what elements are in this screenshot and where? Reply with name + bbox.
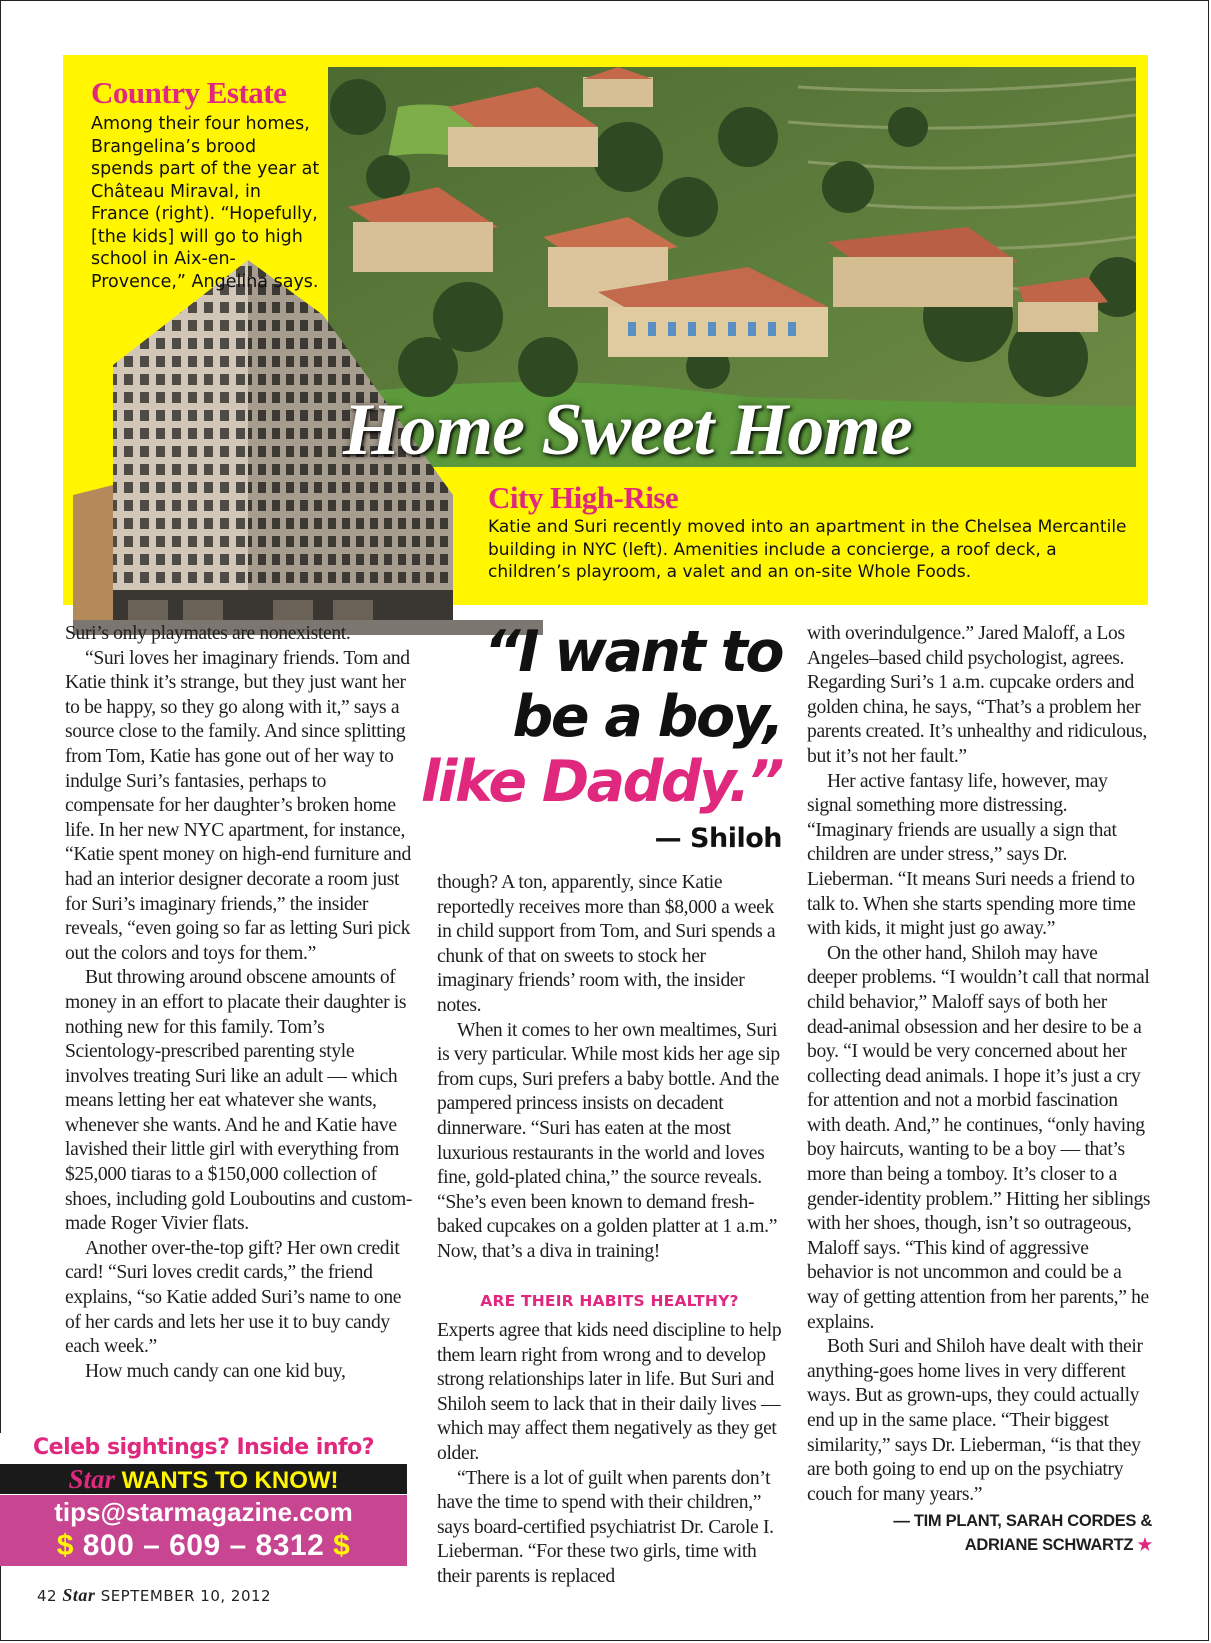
section-subhead: ARE THEIR HABITS HEALTHY? [480, 1291, 739, 1310]
article-paragraph: How much candy can one kid buy, [85, 1360, 346, 1382]
tips-box [0, 1433, 407, 1566]
country-estate-heading: Country Estate [91, 75, 287, 110]
article-paragraph: “Suri loves her imaginary friends. Tom and Katie think it’s strange, but they just want her to be happy, so they go along with it,” says a source close to the family. And since splitting from Tom, Katie has gone out of her way to indulge Suri’s fantasies, perhaps to compensate for her daughter’s broken home life. In her new NYC apartment, for instance, “Katie spent money on high-end furniture and had an interior designer decorate a room just for Suri’s imaginary friends,” the insider reveals, “even going so far as letting Suri pick out the colors and toys for them.” [65, 647, 411, 964]
article-paragraph: Both Suri and Shiloh have dealt with their anything-goes home lives in very different ways. But as grown-ups, they could actually end up in the same place. “Their biggest similarity,” says Dr. Lieberman, “is that they are both going to end up on the psychiatry couch for many years.” [807, 1336, 1143, 1505]
tips-contact [0, 1495, 407, 1566]
country-estate-text: Among their four homes, Brangelina’s brood spends part of the year at Château Miraval, in France (right). “Hopefully, [the kids] will go to high school in Aix-en-Provence,” Angelina says. [91, 114, 320, 292]
article-paragraph: But throwing around obscene amounts of money in an effort to placate their daughter is nothing new for this family. Tom’s Scientology-prescribed parenting style involves treating Suri like an adult — which means letting her eat whatever she wants, whenever she wants. And he and Katie have lavished their little girl with everything from $25,000 tiaras to a $150,000 collection of shoes, including gold Louboutins and custom-made Roger Vivier flats. [65, 967, 413, 1235]
tips-prompt: Celeb sightings? Inside info? [0, 1433, 407, 1463]
article-paragraph: Suri’s only playmates are nonexistent. [65, 623, 351, 644]
page-number: 42 [37, 1587, 58, 1605]
tips-wants-to-know: WANTS TO KNOW! [121, 1467, 339, 1494]
article-paragraph: Another over-the-top gift? Her own credit card! “Suri loves credit cards,” the friend explains, “so Katie added Suri’s name to one of her cards and lets her use it to buy candy each week.” [65, 1237, 402, 1358]
article-paragraph: Her active fantasy life, however, may signal something more distressing. “Imaginary friends are usually a sign that children are under stress,” says Dr. Lieberman. “It means Suri needs a friend to talk to. When she starts spending more time with kids, it might just go away.” [807, 770, 1136, 940]
article-paragraph: “There is a lot of guilt when parents don’t have the time to spend with their children,” says board-certified psychiatrist Dr. Carole I. Lieberman. “For these two girls, time with their parents is replaced [437, 1467, 774, 1588]
pull-quote-line-highlight: like Daddy.” [420, 749, 782, 815]
article-column-3 [807, 622, 1152, 1557]
article-paragraph: though? A ton, apparently, since Katie reportedly receives more than $8,000 a week in child support from Tom, and Suri spends a chunk of that on sweets to stock her imaginary friends’ room with, the insider notes. [437, 872, 776, 1016]
pull-quote-line: be a boy, [512, 684, 782, 750]
article-paragraph: When it comes to her own mealtimes, Suri is very particular. While most kids her age sip from cups, Suri prefers a baby bottle. And the pampered princess insists on decadent dinnerware. “Suri has eaten at the most luxurious restaurants in the world and loves fine, gold-plated china,” the source reveals. “She’s even been known to demand fresh-baked cupcakes on a golden platter at 1 a.m.” Now, that’s a diva in training! [437, 1019, 780, 1262]
article-column-2 [437, 871, 782, 1590]
city-high-rise-text: Katie and Suri recently moved into an apartment in the Chelsea Mercantile building in NYC (left). Amenities include a concierge, a roof deck, a children’s playroom, a valet and an on-site Whole Foods. [488, 517, 1127, 582]
photo-feature [63, 55, 1148, 605]
byline [807, 1509, 1152, 1557]
byline-names: ADRIANE SCHWARTZ [964, 1536, 1134, 1555]
pull-quote [420, 620, 782, 861]
page-folio [37, 1585, 271, 1606]
issue-date: SEPTEMBER 10, 2012 [100, 1587, 272, 1605]
pull-quote-line: “I want to [484, 619, 782, 685]
article-paragraph: On the other hand, Shiloh may have deeper problems. “I wouldn’t call that normal child behavior,” Maloff says of both her dead-animal obsession and her desire to be a boy. “I would be very concerned about her collecting dead animals. I hope it’s just a cry for attention and not a morbid fascination with death. And,” he continues, “only having boy haircuts, wanting to be a boy — that’s more than being a tomboy. It’s closer to a gender-identity problem.” Hitting her siblings with her shoes, though, isn’t so outrageous, Maloff says. “This kind of aggressive behavior is not uncommon and could be a way of getting attention from her parents,” he explains. [807, 942, 1151, 1333]
article-paragraph: Experts agree that kids need discipline to help them learn right from wrong and to develop strong relationships later in life. But Suri and Shiloh seem to lack that in their daily lives — which may affect them negatively as they get older. [437, 1320, 782, 1465]
star-logo: Star [62, 1585, 96, 1605]
star-icon: ★ [1137, 1536, 1152, 1555]
byline-line: — TIM PLANT, SARAH CORDES & [893, 1512, 1152, 1531]
tips-phone-digits: 800 – 609 – 8312 [82, 1529, 325, 1562]
city-high-rise-heading: City High-Rise [488, 480, 679, 515]
pull-quote-attribution: — Shiloh [654, 823, 782, 854]
page-headline: Home Sweet Home [343, 389, 912, 471]
city-high-rise-caption [488, 480, 1128, 584]
article-paragraph: with overindulgence.” Jared Maloff, a Los Angeles–based child psychologist, agrees. Regarding Suri’s 1 a.m. cupcake orders and golden china, he says, “That’s a problem her parents created. It’s unhealthy and ridiculous, but it’s not her fault.” [807, 623, 1147, 767]
star-logo: Star [68, 1464, 115, 1494]
byline-line-2 [807, 1533, 1152, 1557]
tips-banner [0, 1464, 407, 1494]
tips-phone-number[interactable] [0, 1529, 407, 1563]
tips-email-link[interactable]: tips@starmagazine.com [54, 1497, 353, 1527]
article-column-1 [65, 622, 415, 1384]
dollar-icon: $ [333, 1529, 351, 1562]
dollar-icon: $ [56, 1529, 74, 1562]
country-estate-caption [91, 75, 323, 293]
